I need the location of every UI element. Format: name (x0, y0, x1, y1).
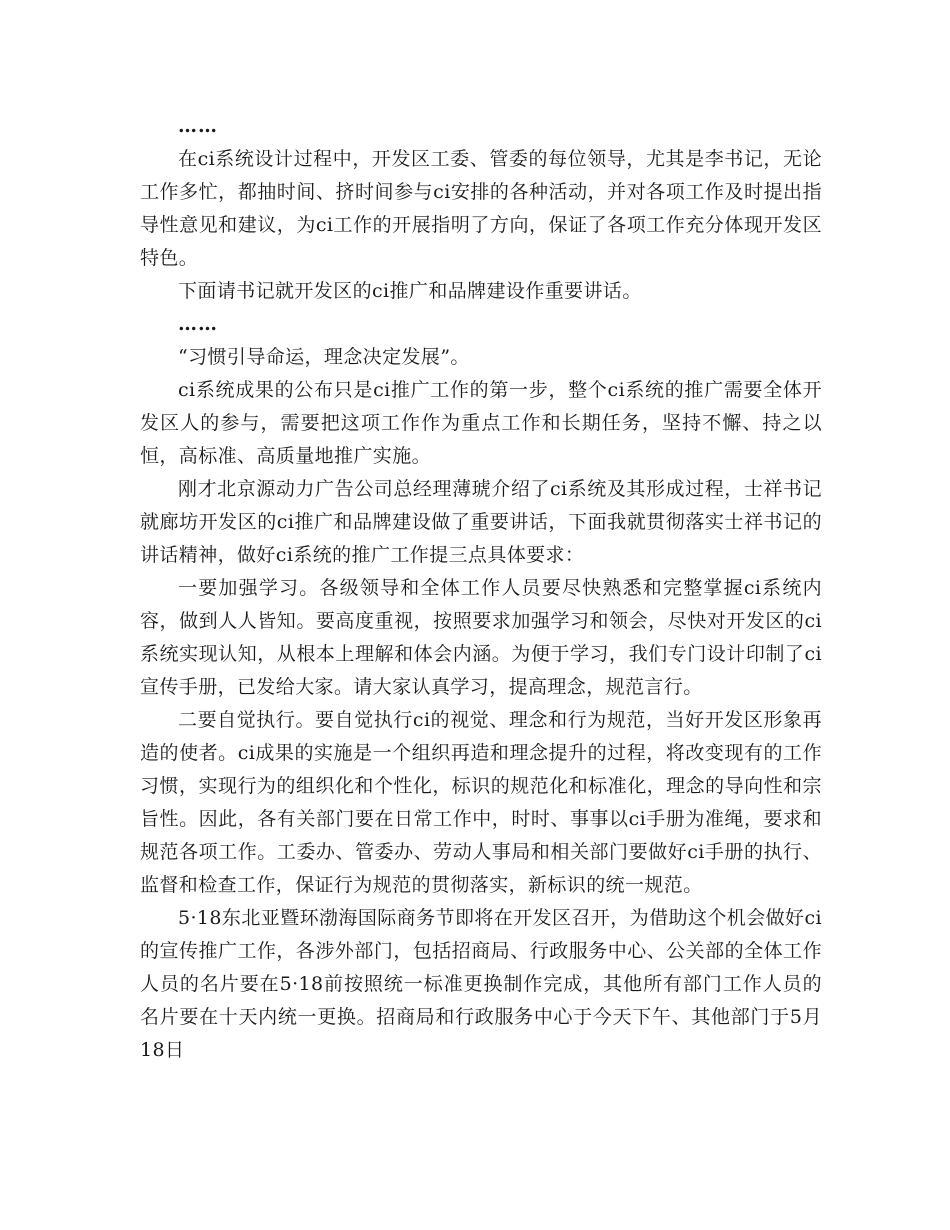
paragraph-requirement-2: 二要自觉执行。要自觉执行ci的视觉、理念和行为规范，当好开发区形象再造的使者。ci成果的实施是一个组织再造和理念提升的过程，将改变现有的工作习惯，实现行为的组织化和个性化，标识的规范化和标准化，理念的导向性和宗旨性。因此，各有关部门要在日常工作中，时时、事事以ci手册为准绳，要求和规范各项工作。工委办、管委办、劳动人事局和相关部门要做好ci手册的执行、监督和检查工作，保证行为规范的贯彻落实，新标识的统一规范。 (140, 709, 822, 896)
document-body (140, 110, 822, 1067)
paragraph: 刚才北京源动力广告公司总经理薄琥介绍了ci系统及其形成过程，士祥书记就廊坊开发区的ci推广和品牌建设做了重要讲话，下面我就贯彻落实士祥书记的讲话精神，做好ci系统的推广工作提三点具体要求： (140, 478, 822, 566)
ellipsis-marker: …… (178, 313, 218, 335)
paragraph: 在ci系统设计过程中，开发区工委、管委的每位领导，尤其是李书记，无论工作多忙，都抽时间、挤时间参与ci安排的各种活动，并对各项工作及时提出指导性意见和建议，为ci工作的开展指明了方向，保证了各项工作充分体现开发区特色。 (140, 148, 822, 269)
paragraph: 5·18东北亚暨环渤海国际商务节即将在开发区召开，为借助这个机会做好ci的宣传推广工作，各涉外部门，包括招商局、行政服务中心、公关部的全体工作人员的名片要在5·18前按照统一标准更换制作完成，其他所有部门工作人员的名片要在十天内统一更换。招商局和行政服务中心于今天下午、其他部门于5月18日 (140, 907, 822, 1061)
paragraph: ci系统成果的公布只是ci推广工作的第一步，整个ci系统的推广需要全体开发区人的参与，需要把这项工作作为重点工作和长期任务，坚持不懈、持之以恒，高标准、高质量地推广实施。 (140, 379, 822, 467)
paragraph: 下面请书记就开发区的ci推广和品牌建设作重要讲话。 (178, 280, 642, 302)
paragraph-requirement-1: 一要加强学习。各级领导和全体工作人员要尽快熟悉和完整掌握ci系统内容，做到人人皆知。要高度重视，按照要求加强学习和领会，尽快对开发区的ci系统实现认知，从根本上理解和体会内涵。为便于学习，我们专门设计印制了ci宣传手册，已发给大家。请大家认真学习，提高理念，规范言行。 (140, 577, 822, 698)
paragraph-quote: “习惯引导命运，理念决定发展”。 (178, 346, 470, 368)
ellipsis-marker: …… (178, 115, 218, 137)
